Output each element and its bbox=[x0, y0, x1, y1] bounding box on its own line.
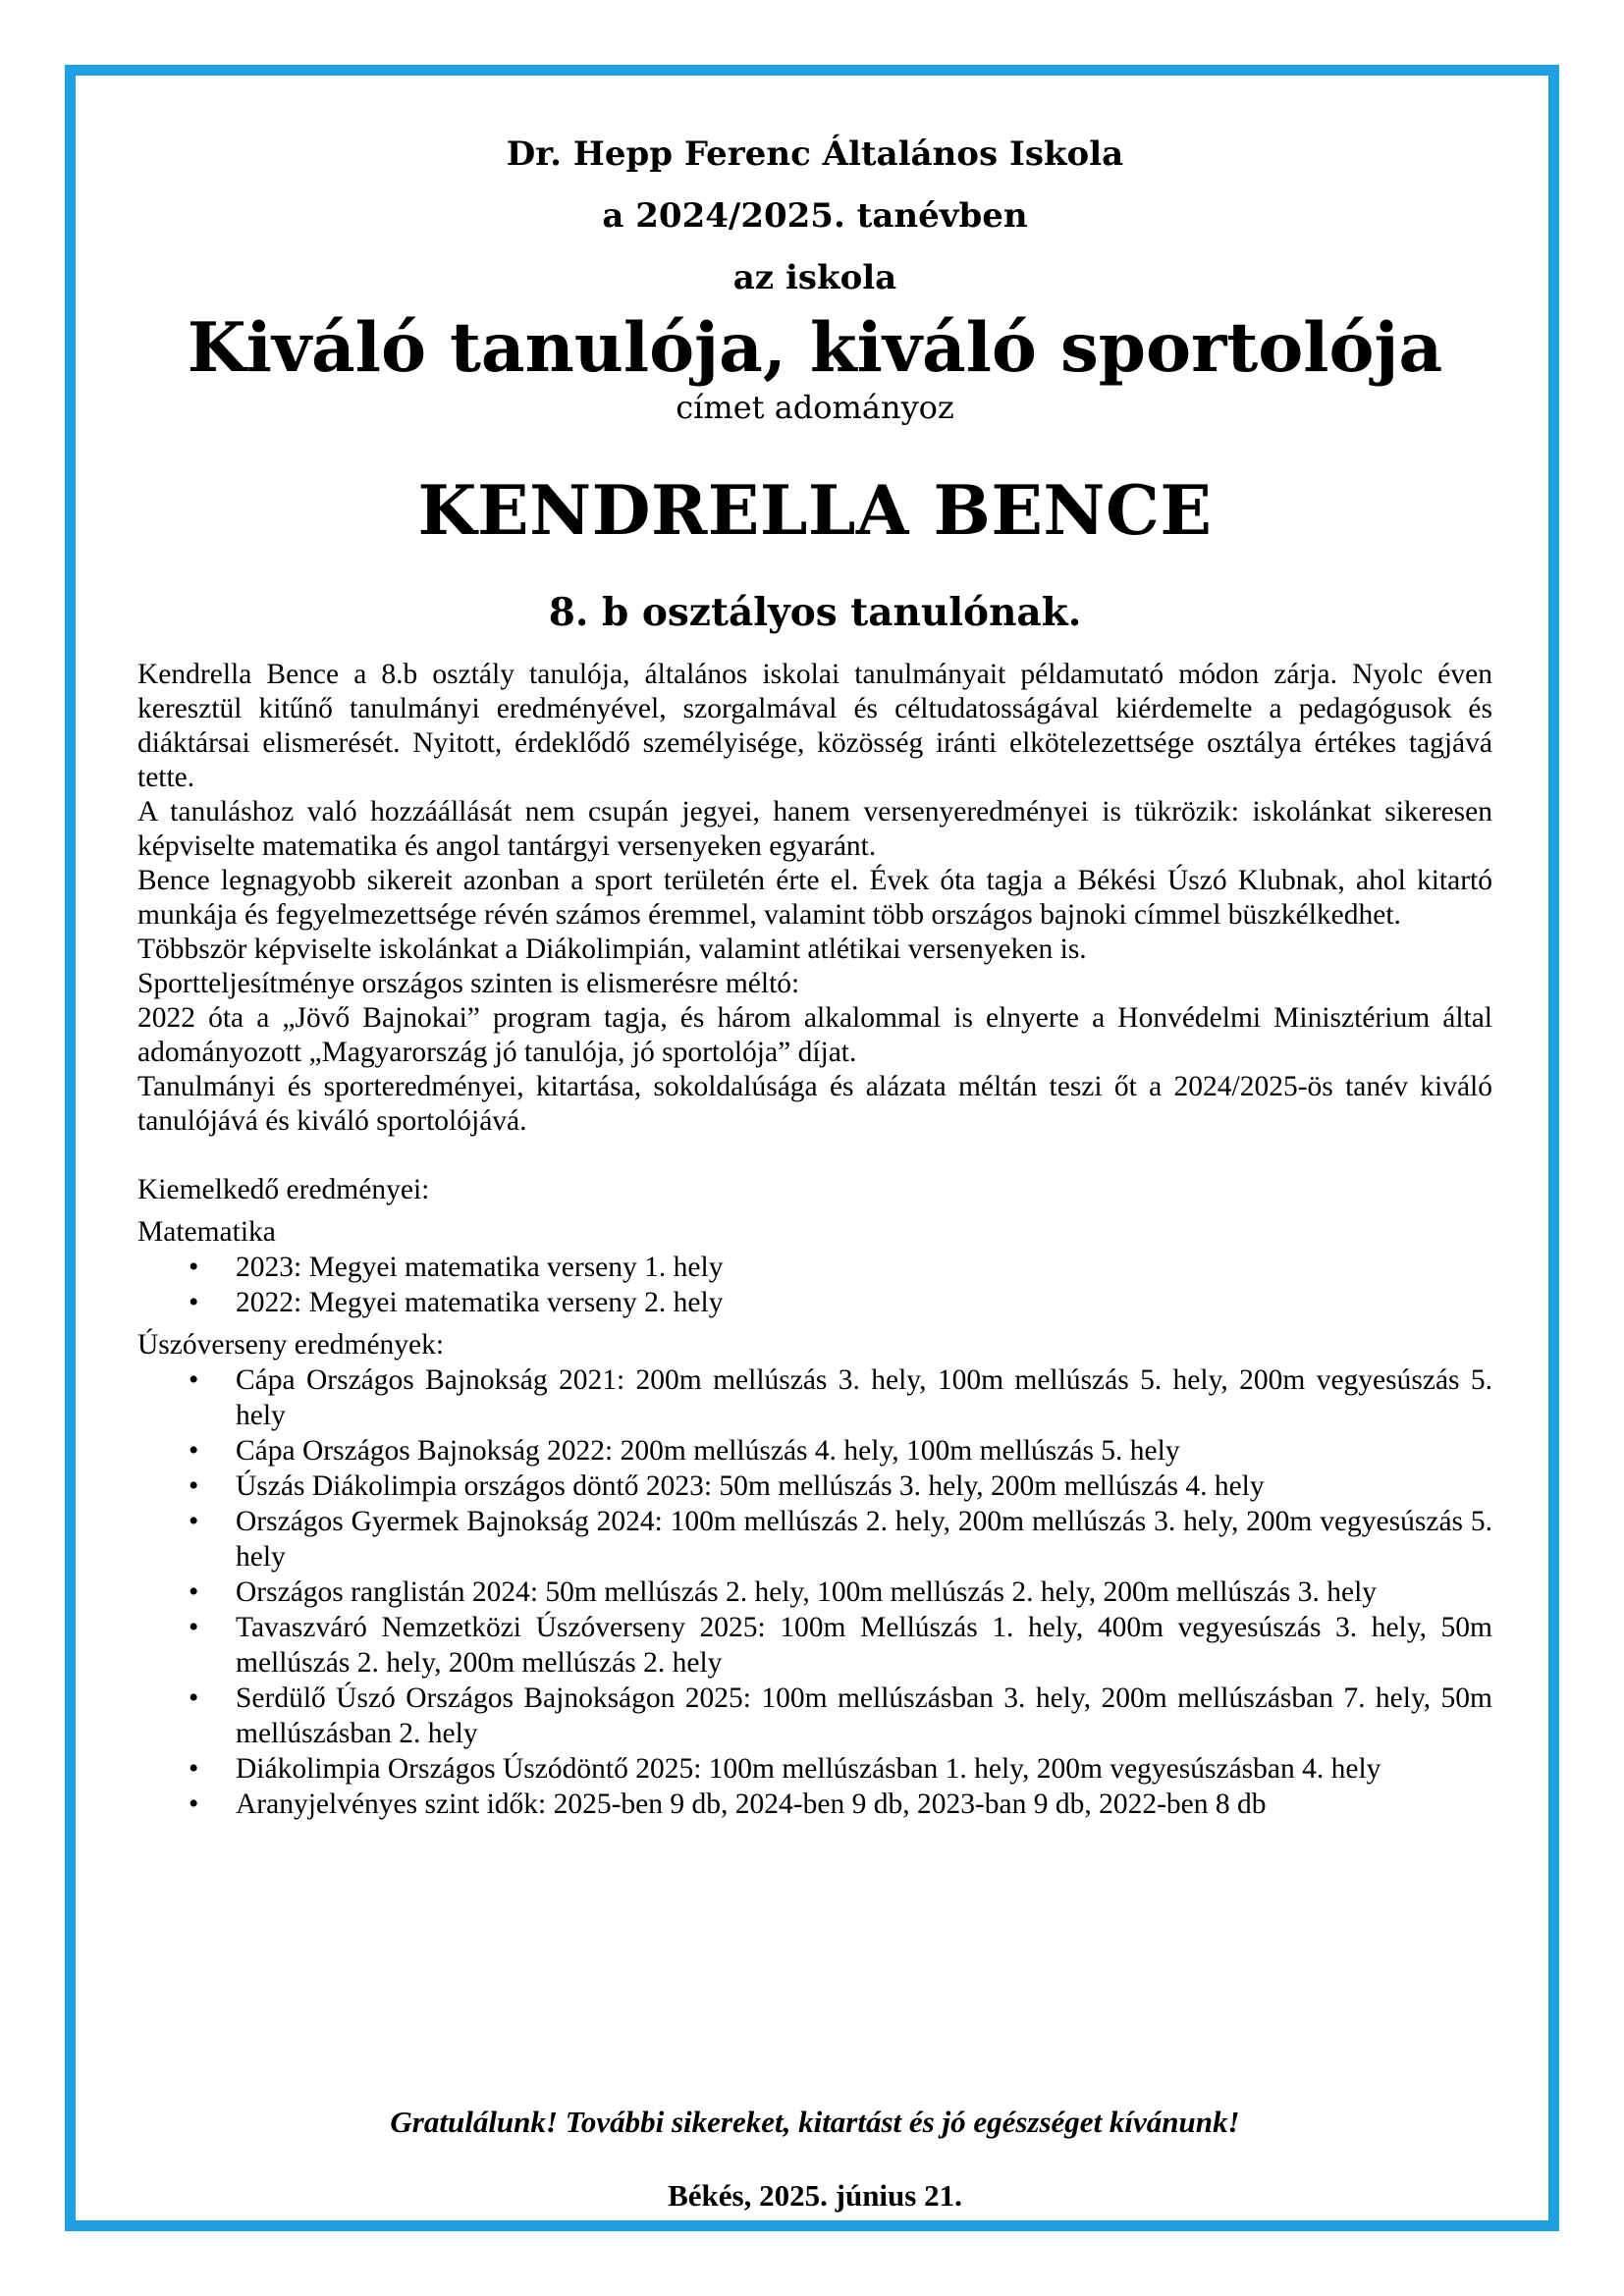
list-item: • Úszás Diákolimpia országos döntő 2023: 50m mellúszás 3. hely, 200m mellúszás 4. hely bbox=[189, 1470, 1265, 1502]
awarding-body: az iskola bbox=[732, 258, 897, 297]
bullet-icon: • bbox=[189, 1682, 199, 1714]
achievements-heading: Kiemelkedő eredményei: bbox=[137, 1174, 430, 1205]
citation-text bbox=[137, 658, 1492, 1822]
bullet-icon: • bbox=[189, 1576, 199, 1608]
list-item: • Cápa Országos Bajnokság 2022: 200m mellúszás 4. hely, 100m mellúszás 5. hely bbox=[189, 1435, 1180, 1467]
math-heading: Matematika bbox=[137, 1216, 276, 1248]
bullet-icon: • bbox=[189, 1753, 199, 1785]
citation-paragraph: A tanuláshoz való hozzáállását nem csupán jegyei, hanem versenyeredményei is tükrözik: iskolánkat sikeresen képviselte matematika és angol tantárgyi versenyeken egyaránt. bbox=[137, 796, 1492, 862]
list-item: • Aranyjelvényes szint idők: 2025-ben 9 db, 2024-ben 9 db, 2023-ban 9 db, 2022-ben 8 db bbox=[189, 1789, 1267, 1820]
list-item: • Tavaszváró Nemzetközi Úszóverseny 2025: 100m Mellúszás 1. hely, 400m vegyesúszás 3. hely, 50m mellúszás 2. hely, 200m mellúszás 2. hely bbox=[189, 1612, 1492, 1679]
swim-heading: Úszóverseny eredmények: bbox=[137, 1329, 445, 1361]
list-item: • Cápa Országos Bajnokság 2021: 200m mellúszás 3. hely, 100m mellúszás 5. hely, 200m vegyesúszás 5. hely bbox=[189, 1364, 1492, 1431]
citation-paragraph: Tanulmányi és sporteredményei, kitartása, sokoldalúsága és alázata méltán teszi őt a 2024/2025-ös tanév kiváló tanulójává és kiváló sportolójává. bbox=[137, 1071, 1492, 1137]
bullet-icon: • bbox=[189, 1252, 199, 1283]
award-subtitle: címet adományoz bbox=[676, 389, 954, 426]
list-item: • Diákolimpia Országos Úszódöntő 2025: 100m mellúszásban 1. hely, 200m vegyesúszásban 4. hely bbox=[189, 1753, 1381, 1785]
list-item: • Országos ranglistán 2024: 50m mellúszás 2. hely, 100m mellúszás 2. hely, 200m mellúszás 3. hely bbox=[189, 1576, 1378, 1608]
citation-paragraph: Sportteljesítménye országos szinten is elismerésre méltó: bbox=[137, 968, 800, 999]
place-and-date: Békés, 2025. június 21. bbox=[668, 2178, 962, 2213]
list-item: • 2022: Megyei matematika verseny 2. hely bbox=[189, 1287, 724, 1318]
bullet-icon: • bbox=[189, 1506, 199, 1537]
citation-paragraph: Többször képviselte iskolánkat a Diákolimpián, valamint atlétikai versenyeken is. bbox=[137, 934, 1087, 965]
award-title: Kiváló tanulója, kiváló sportolója bbox=[187, 308, 1443, 388]
bullet-icon: • bbox=[189, 1364, 199, 1396]
list-item: • Országos Gyermek Bajnokság 2024: 100m mellúszás 2. hely, 200m mellúszás 3. hely, 200m vegyesúszás 5. hely bbox=[189, 1506, 1492, 1573]
bullet-icon: • bbox=[189, 1470, 199, 1502]
bullet-icon: • bbox=[189, 1612, 199, 1643]
bullet-icon: • bbox=[189, 1287, 199, 1318]
bullet-icon: • bbox=[189, 1435, 199, 1467]
citation-paragraph: Bence legnagyobb sikereit azonban a sport területén érte el. Évek óta tagja a Békési Úszó Klubnak, ahol kitartó munkája és fegyelmezettsége révén számos éremmel, valamint több országos bajnoki címmel büszkélkedhet. bbox=[137, 865, 1492, 931]
school-name: Dr. Hepp Ferenc Általános Iskola bbox=[506, 134, 1124, 174]
school-year: a 2024/2025. tanévben bbox=[602, 196, 1028, 236]
list-item: • 2023: Megyei matematika verseny 1. hely bbox=[189, 1252, 724, 1283]
certificate-content bbox=[137, 133, 1492, 1822]
recipient-class: 8. b osztályos tanulónak. bbox=[548, 590, 1082, 635]
math-list bbox=[137, 1250, 1492, 1320]
bullet-icon: • bbox=[189, 1789, 199, 1820]
swim-list bbox=[137, 1362, 1492, 1822]
congratulation-line: Gratulálunk! További sikereket, kitartást és jó egészséget kívánunk! bbox=[390, 2105, 1240, 2139]
citation-paragraph: 2022 óta a „Jövő Bajnokai” program tagja, és három alkalommal is elnyerte a Honvédelmi Minisztérium által adományozott „Magyarország jó tanulója, jó sportolója” díjat. bbox=[137, 1002, 1492, 1068]
recipient-name: KENDRELLA BENCE bbox=[417, 471, 1213, 551]
list-item: • Serdülő Úszó Országos Bajnokságon 2025: 100m mellúszásban 3. hely, 200m mellúszásban 7. hely, 50m mellúszásban 2. hely bbox=[189, 1682, 1492, 1749]
citation-paragraph: Kendrella Bence a 8.b osztály tanulója, általános iskolai tanulmányait példamutató módon zárja. Nyolc éven keresztül kitűnő tanulmányi eredményével, szorgalmával és céltudatosságával kiérdemelte a pedagógusok és diáktársai elismerését. Nyitott, érdeklődő személyisége, közösség iránti elkötelezettsége osztálya értékes tagjává tette. bbox=[137, 659, 1492, 793]
